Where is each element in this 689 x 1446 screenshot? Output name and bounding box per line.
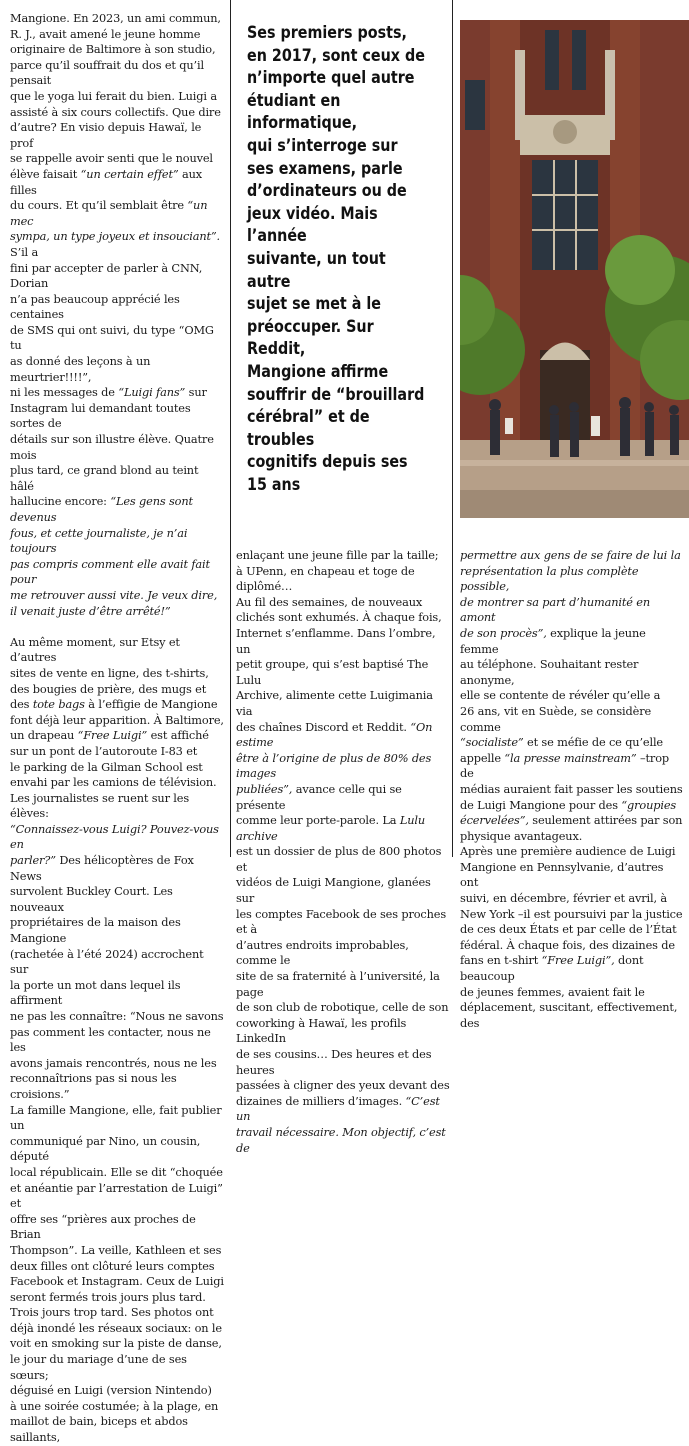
italic-run: “socialiste” [460,735,524,750]
italic-run: Lulu archive [236,813,426,843]
text-run: –trop de médias auraient fait passer les soutiens de Luigi Mangione pour des [460,750,683,812]
pull-quote: Ses premiers posts, en 2017, sont ceux de n’importe quel autre étudiant en informatique, qui s’interroge sur ses examens, parle d’ordinateurs ou de jeux vidéo. Mais l’année suivante, un tout autre sujet se met à le préoccuper. Sur Reddit, Mangione affirme souffrir de “brouillard cérébral” et de troubles cognitifs depuis ses 15 ans [247,23,425,495]
text-run: seulement attirées par son physique avantageux. Après une première audience de Luigi Mangione en Pennsylvanie, d’autres ont suivi, en décembre, février et avril, à New York –il est poursuivi par la justice de ces deux États et par celle de l’État fédéral. À chaque fois, des dizaines de fans en t-shirt [460,813,683,968]
italic-run: “Free Luigi”, [541,953,615,968]
text-run: S’il a fini par accepter de parler à CNN, Dorian n’a pas beaucoup apprécié les centaines de SMS qui ont suivi, du type “OMG tu as donné des leçons à un meurtrier!!!!”, ni les messages de [10,244,214,400]
italic-run: “groupies écervelées”, [460,797,677,828]
italic-run: “On estime être à l’origine de plus de 80% des images publiées”, [236,719,433,796]
article-column-2 [236,548,450,1156]
text-run: explique la jeune femme au téléphone. Souhaitant rester anonyme, elle se contente de révéler qu’elle a 26 ans, vit en Suède, se considère comme [460,625,661,734]
campus-building-photo [460,20,689,518]
paragraph [10,11,224,619]
text-run: sur Instagram lui demandant toutes sortes de détails sur son illustre élève. Quatre mois plus tard, ce grand blond au teint hâlé hallucine encore: [10,385,214,509]
italic-run: “la presse mainstream” [504,750,637,765]
paragraph [460,548,685,1031]
text-run: Des hélicoptères de Fox News survolent Buckley Court. Les nouveaux propriétaires de la maison des Mangione (rachetée à l’été 2024) accrochent sur la porte un mot dans lequel ils affirment ne pas les connaître: “Nous ne savons pas comment les contacter, nous ne les avons jamais rencontrés, nous ne les reconnaîtrions pas si nous les croisions.” La famille Mangione, elle, fait publier un communiqué par Nino, un cousin, député local républicain. Elle se dit “choquée et anéantie par l’arrestation de Luigi” et offre ses “prières aux proches de Brian Thompson”. La veille, Kathleen et ses deux filles ont clôturé leurs comptes Facebook et Instagram. Ceux de Luigi seront fermés trois jours plus tard. Trois jours trop tard. Ses photos ont déjà inondé les réseaux sociaux: on le voit en smoking sur la piste de danse, le jour du mariage d’une de ses sœurs; déguisé en Luigi (version Nintendo) à une soirée costumée; à la plage, en maillot de bain, biceps et abdos saillants, [10,853,224,1445]
italic-run: “Connaissez-vous Luigi? Pouvez-vous en parler?” [10,821,219,868]
italic-run: permettre aux gens de se faire de lui la représentation la plus complète possible, de montrer sa part d’humanité en amont de son procès”, [460,548,681,640]
text-run: est affiché sur un pont de l’autoroute I-83 et le parking de la Gilman School est envahi par les camions de télévision. Les journalistes se ruent sur les élèves: [10,728,217,821]
italic-run: “un mec sympa, un type joyeux et insouciant”. [10,198,220,244]
photo-illustration [460,20,689,518]
article-column-3 [460,548,685,1031]
text-run: dont beaucoup de jeunes femmes, avaient fait le déplacement, suscitant, effectivement, des [460,953,678,1030]
italic-run: “un certain effet” [80,166,179,181]
italic-run: “C’est un travail nécessaire. Mon objectif, c’est de [236,1093,446,1155]
italic-run: “Les gens sont devenus fous, et cette journaliste, je n’ai toujours pas compris comment elle avait fait pour me retrouver aussi vite. Je veux dire, il venait juste d’être arrêté!” [10,494,218,618]
text-run: à l’effigie de Mangione font déjà leur apparition. À Baltimore, un drapeau [10,697,224,743]
text-run: Mangione. En 2023, un ami commun, R. J., avait amené le jeune homme originaire de Baltimore à son studio, parce qu’il souffrait du dos et qu’il pensait que le yoga lui ferait du bien. Luigi a assisté à six cours collectifs. Que dire d’autre? En visio depuis Hawaï, le prof se rappelle avoir senti que le nouvel élève faisait [10,11,221,181]
paragraph [10,635,224,1446]
italic-run: tote bags [32,697,85,712]
text-run: enlaçant une jeune fille par la taille; à UPenn, en chapeau et toge de diplômé… Au fil des semaines, de nouveaux clichés sont exhumés. À chaque fois, Internet s’enflamme. Dans l’ombre, un petit groupe, qui s’est baptisé The Lulu Archive, alimente cette Luigimania via des chaînes Discord et Reddit. [236,548,442,734]
column-divider [452,0,453,857]
italic-run: “Free Luigi” [77,728,148,743]
column-divider [230,0,231,857]
text-run: aux filles du cours. Et qu’il semblait être [10,166,202,213]
text-run: et se méfie de ce qu’elle appelle [460,735,663,765]
italic-run: “Luigi fans” [118,385,186,400]
text-run: Au même moment, sur Etsy et d’autres sites de vente en ligne, des t-shirts, des bougies de prière, des mugs et des [10,634,209,712]
article-column-1 [10,11,224,1446]
text-run: avance celle qui se présente comme leur porte-parole. La [236,781,402,828]
paragraph [236,548,450,1156]
text-run: est un dossier de plus de 800 photos et vidéos de Luigi Mangione, glanées sur les comptes Facebook de ses proches et à d’autres endroits improbables, comme le site de sa fraternité à l’université, la page de son club de robotique, celle de son coworking à Hawaï, les profils LinkedIn de ses cousins… Des heures et des heures passées à cligner des yeux devant des dizaines de milliers d’images. [236,844,450,1108]
